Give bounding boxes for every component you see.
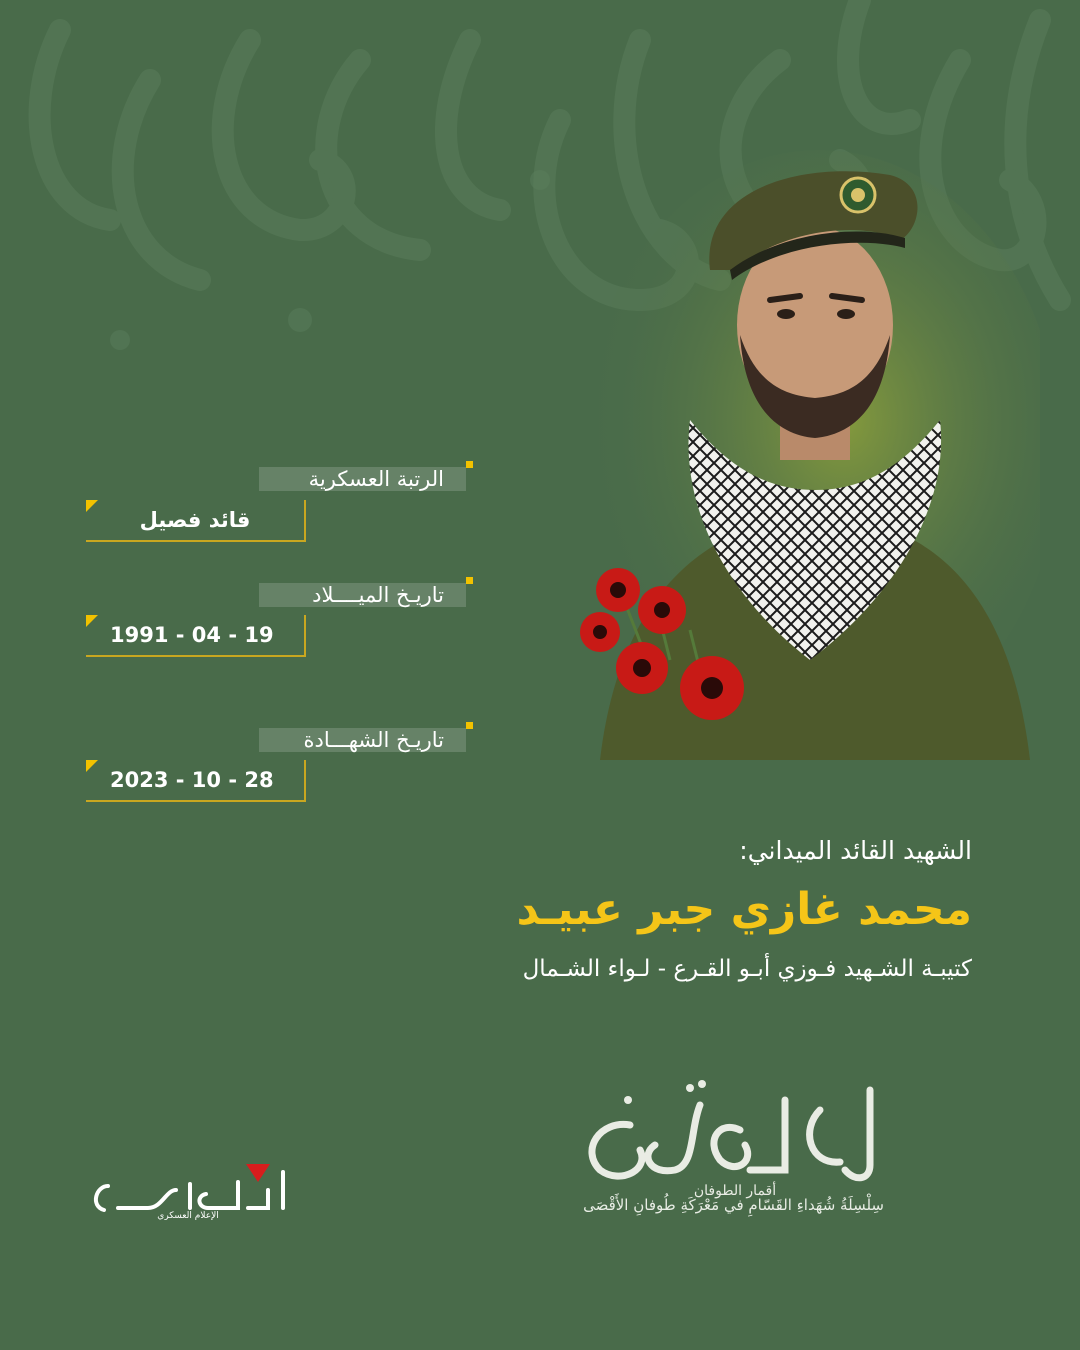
rank-value: قائد فصيل bbox=[86, 500, 306, 542]
martyr-title: الشهيد القائد الميداني: bbox=[739, 836, 972, 865]
series-logo bbox=[570, 1070, 900, 1200]
death-label: تاريـخ الشهـــادة bbox=[259, 728, 466, 752]
death-corner-marker bbox=[86, 760, 98, 772]
rank-label-marker bbox=[466, 461, 473, 468]
red-triangle-icon bbox=[246, 1164, 270, 1182]
media-logo-text: الإعلام العسكري bbox=[157, 1211, 219, 1220]
martyr-name: محمد غازي جبر عبيـد bbox=[516, 884, 972, 935]
series-logo-text: أقمار الطوفان bbox=[693, 1183, 777, 1199]
series-subtitle: سِلْسِلَةُ شُهَداءِ القَسّامِ في مَعْرَكَةِ طُوفانِ الأَقْصَى bbox=[583, 1196, 884, 1214]
military-media-logo bbox=[78, 1160, 298, 1220]
martyr-unit: كتيبـة الشـهيد فـوزي أبـو القـرع - لـواء الشـمال bbox=[522, 956, 972, 982]
birth-corner-marker bbox=[86, 615, 98, 627]
martyr-portrait bbox=[560, 120, 1040, 760]
birth-label-marker bbox=[466, 577, 473, 584]
birth-label: تاريـخ الميــــلاد bbox=[259, 583, 466, 607]
death-label-marker bbox=[466, 722, 473, 729]
rank-label: الرتبة العسكرية bbox=[259, 467, 466, 491]
hamas-emblem-icon bbox=[841, 178, 875, 212]
rank-corner-marker bbox=[86, 500, 98, 512]
death-date-value: 2023 - 10 - 28 bbox=[86, 760, 306, 802]
birth-date-value: 1991 - 04 - 19 bbox=[86, 615, 306, 657]
